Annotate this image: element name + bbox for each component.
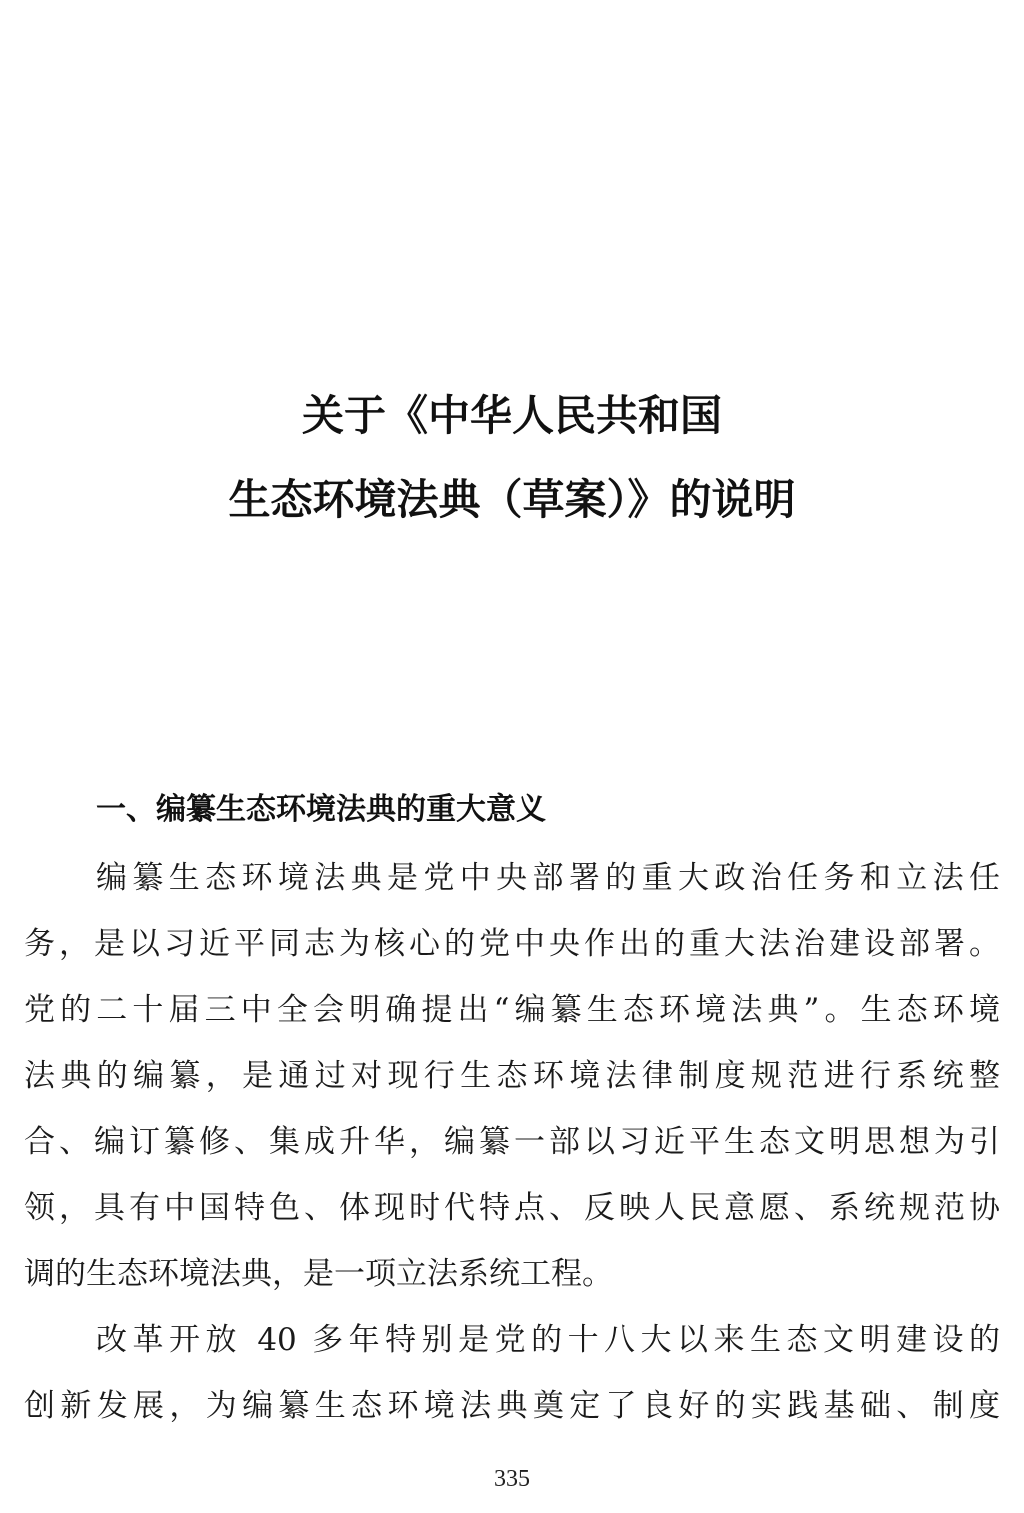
paragraph-line: 法典的编纂，是通过对现行生态环境法律制度规范进行系统整 <box>24 1058 1000 1094</box>
paragraph-line: 务，是以习近平同志为核心的党中央作出的重大法治建设部署。 <box>24 926 1000 962</box>
paragraph-line: 党的二十届三中全会明确提出“编纂生态环境法典”。生态环境 <box>24 992 1000 1028</box>
paragraph-line: 编纂生态环境法典是党中央部署的重大政治任务和立法任 <box>96 860 1000 896</box>
title-line-1: 关于《中华人民共和国 <box>301 391 722 440</box>
paragraph-line: 创新发展，为编纂生态环境法典奠定了良好的实践基础、制度 <box>24 1388 1000 1424</box>
paragraph-line: 领，具有中国特色、体现时代特点、反映人民意愿、系统规范协 <box>24 1190 1000 1226</box>
paragraph-line: 调的生态环境法典，是一项立法系统工程。 <box>24 1256 613 1292</box>
paragraph-line: 改革开放 40 多年特别是党的十八大以来生态文明建设的 <box>96 1322 1000 1358</box>
paragraph-line: 合、编订纂修、集成升华，编纂一部以习近平生态文明思想为引 <box>24 1124 1000 1160</box>
title-line-2: 生态环境法典（草案）》的说明 <box>228 475 796 524</box>
page-number: 335 <box>494 1466 530 1492</box>
section-heading: 一、编纂生态环境法典的重大意义 <box>96 792 546 827</box>
